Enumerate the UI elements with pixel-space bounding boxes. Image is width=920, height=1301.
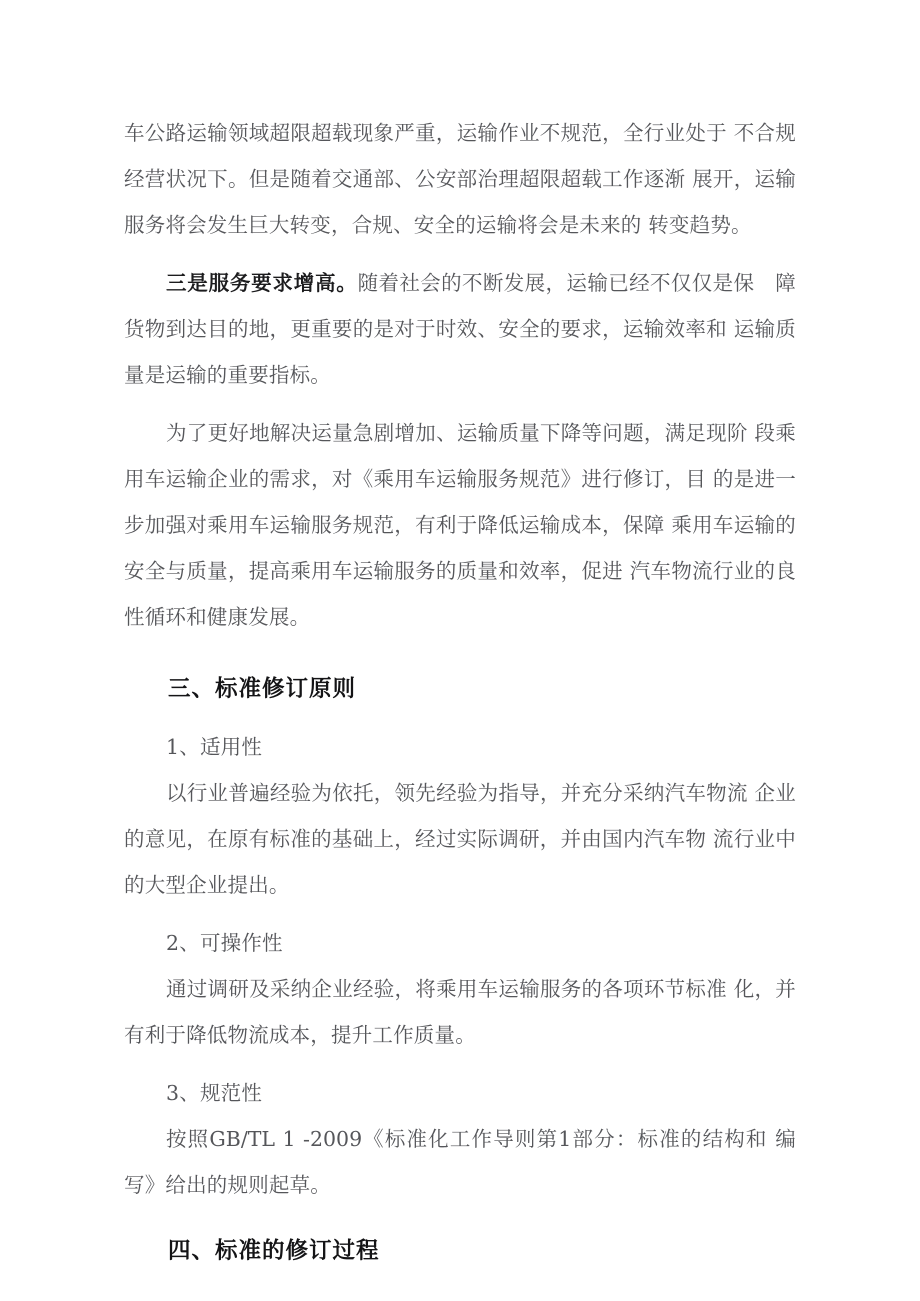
paragraph-lead-in: 三是服务要求增高。	[166, 271, 358, 295]
standard-reference-prefix: 按照	[166, 1127, 210, 1151]
standard-reference-suffix: 《标准化工作导则第1部分：标准的结构和 编写》给出的规则起草。	[124, 1127, 797, 1197]
paragraph-continuation-transport-overload: 车公路运输领域超限超载现象严重，运输作业不规范，全行业处于 不合规经营状况下。但是随着交通部、公安部治理超限超载工作逐渐 展开，运输服务将会发生巨大转变，合规、安全的运输将会是未来的 转变趋势。	[124, 121, 796, 237]
document-body	[124, 110, 796, 1274]
paragraph-service-demand	[124, 260, 796, 398]
paragraph-body-text: 随着社会的不断发展，运输已经不仅仅是保 障货物到达目的地，更重要的是对于时效、安全的要求，运输效率和 运输质量是运输的重要指标。	[124, 271, 796, 387]
subsection-title-operability: 2、可操作性	[166, 931, 283, 955]
paragraph-spacer	[124, 398, 796, 410]
subsection-spacer	[124, 908, 796, 920]
section-heading-revision-process: 四、标准的修订过程	[168, 1238, 380, 1264]
subsection-spacer	[124, 1058, 796, 1070]
subsection-title-applicability: 1、适用性	[166, 735, 263, 759]
section-heading-revision-principles: 三、标准修订原则	[168, 676, 357, 702]
subsection-body-operability: 通过调研及采纳企业经验，将乘用车运输服务的各项环节标准 化，并有利于降低物流成本，提升工作质量。	[124, 977, 796, 1047]
paragraph-revision-purpose: 为了更好地解决运量急剧增加、运输质量下降等问题，满足现阶 段乘用车运输企业的需求，对《乘用车运输服务规范》进行修订，目 的是进一步加强对乘用车运输服务规范，有利于降低运输成本，保障 乘用车运输的安全与质量，提高乘用车运输服务的质量和效率，促进 汽车物流行业的良性循环和健康发展。	[124, 421, 796, 629]
section-spacer	[124, 640, 796, 666]
subsection-body-applicability: 以行业普遍经验为依托，领先经验为指导，并充分采纳汽车物流 企业的意见，在原有标准的基础上，经过实际调研，并由国内汽车物 流行业中的大型企业提出。	[124, 781, 796, 897]
paragraph-spacer	[124, 248, 796, 260]
subsection-title-normativeness: 3、规范性	[166, 1081, 263, 1105]
standard-code: GB/TL 1 -2009	[209, 1127, 363, 1151]
section-spacer	[124, 1208, 796, 1228]
heading-spacer	[124, 712, 796, 724]
subsection-body-normativeness	[124, 1116, 796, 1208]
